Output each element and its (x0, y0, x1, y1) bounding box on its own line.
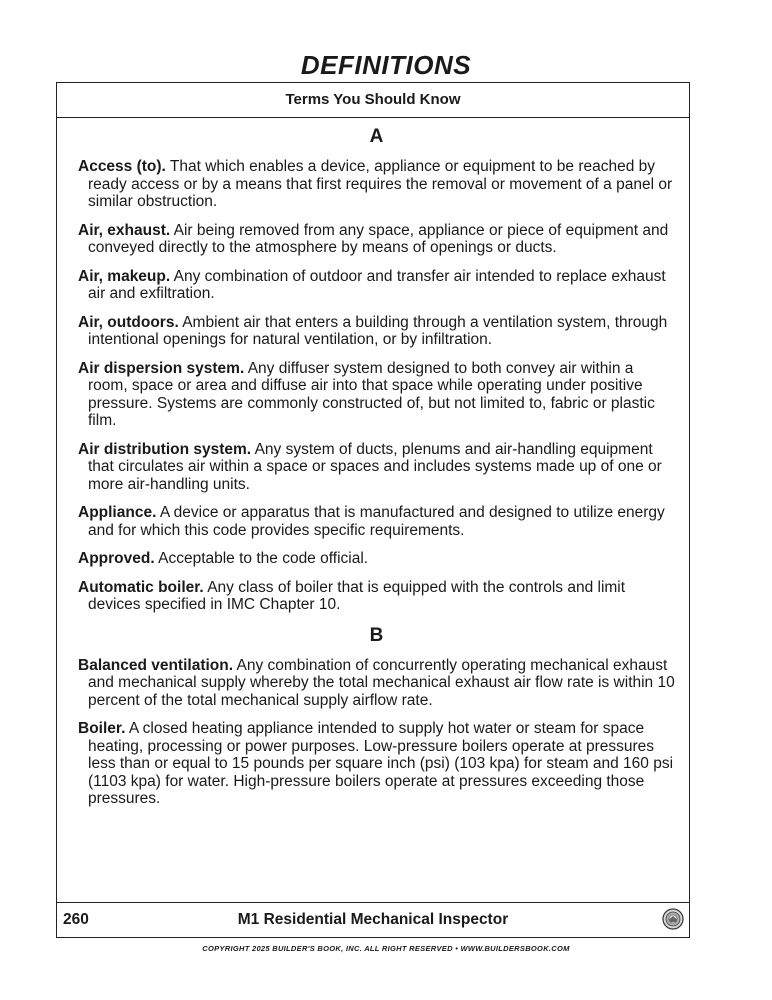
definition-entry (78, 579, 675, 614)
definition-term: Air, makeup. (78, 267, 171, 285)
definition-term: Automatic boiler. (78, 578, 204, 596)
definition-text: Any system of ducts, plenums and air-handling equipment that circulates air within a space or spaces and includes systems made up of one or more air-handling units. (88, 440, 662, 493)
definition-entry (78, 657, 675, 710)
definition-term: Air, exhaust. (78, 221, 171, 239)
section-b (78, 625, 675, 808)
copyright-notice: COPYRIGHT 2025 BUILDER'S BOOK, INC. ALL RIGHT RESERVED • WWW.BUILDERSBOOK.COM (202, 944, 570, 953)
definition-term: Access (to). (78, 158, 166, 175)
definition-text: That which enables a device, appliance or equipment to be reached by ready access or by a means that first requires the removal or movement of a panel or similar obstruction. (88, 158, 673, 210)
definition-entry (78, 222, 675, 257)
definition-term: Air distribution system. (78, 440, 252, 458)
definition-term: Air dispersion system. (78, 359, 245, 377)
definition-entry (78, 441, 675, 494)
definition-term: Balanced ventilation. (78, 656, 234, 674)
definition-entry (78, 314, 675, 349)
page-number: 260 (63, 911, 89, 928)
definition-entry (78, 360, 675, 430)
definitions-content (57, 118, 689, 808)
definitions-frame (56, 82, 690, 938)
definition-entry (78, 158, 675, 211)
terms-header: Terms You Should Know (57, 83, 689, 118)
definition-text: Acceptable to the code official. (158, 550, 369, 567)
definition-term: Approved. (78, 550, 155, 567)
section-a (78, 126, 675, 614)
definition-text: A closed heating appliance intended to supply hot water or steam for space heating, processing or power purposes. Low-pressure boilers operate at pressures less than or equal to 15 pounds per square inch (psi) (103 kpa) for steam and 160 psi (1103 kpa) for water. High-pressure boilers operate at pressures exceeding those pressures. (88, 720, 674, 807)
definition-text: Ambient air that enters a building through a ventilation system, through intentional openings for natural ventilation, or by infiltration. (88, 313, 668, 348)
definition-entry (78, 720, 675, 808)
definition-text: Any class of boiler that is equipped with the controls and limit devices specified in IMC Chapter 10. (88, 578, 626, 613)
definition-text: A device or apparatus that is manufactured and designed to utilize energy and for which this code provides specific requirements. (88, 504, 665, 539)
definition-term: Air, outdoors. (78, 313, 179, 331)
section-letter: A (369, 126, 384, 147)
section-letter: B (369, 624, 384, 646)
definition-entry (78, 550, 675, 568)
book-title: M1 Residential Mechanical Inspector (237, 911, 509, 928)
definition-term: Appliance. (78, 504, 157, 521)
publisher-seal-icon (662, 908, 684, 930)
page-footer (57, 902, 689, 937)
definition-entry (78, 268, 675, 303)
definition-term: Boiler. (78, 720, 126, 737)
definition-text: Any combination of outdoor and transfer air intended to replace exhaust air and exfiltration. (88, 267, 666, 302)
definition-text: Any diffuser system designed to both convey air within a room, space or area and diffuse air into that space while operating under positive pressure. Systems are commonly constructed of, but not limited to, fabric or plastic film. (88, 359, 655, 429)
definition-entry (78, 504, 675, 539)
definition-text: Air being removed from any space, appliance or piece of equipment and conveyed directly to the atmosphere by means of openings or ducts. (88, 221, 669, 256)
definition-text: Any combination of concurrently operating mechanical exhaust and mechanical supply whereby the total mechanical exhaust air flow rate is within 10 percent of the total mechanical supply airflow rate. (88, 656, 675, 709)
page-title: DEFINITIONS (300, 50, 472, 80)
